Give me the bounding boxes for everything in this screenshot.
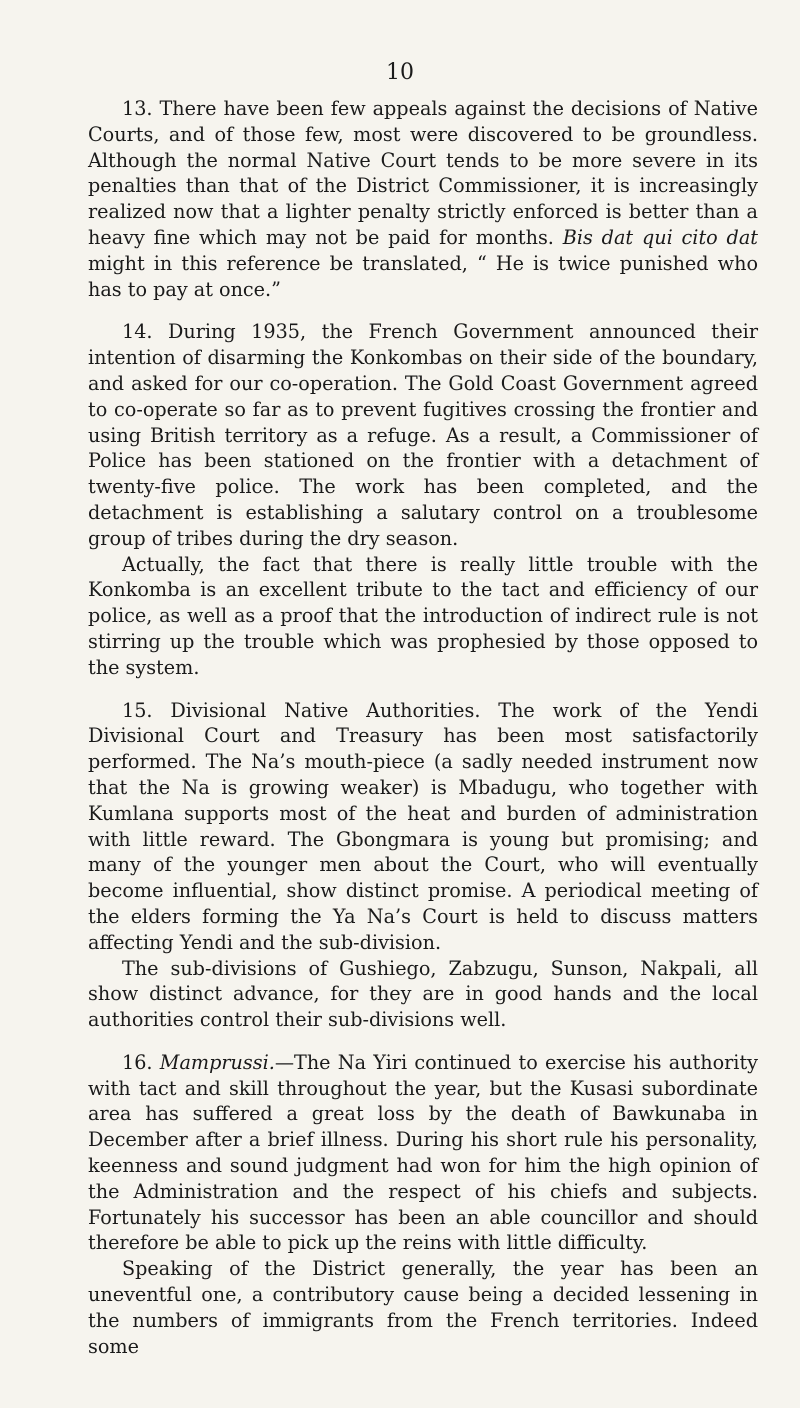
- paragraph-text: Divisional Native Authorities. The work of the Yendi Divisional Court and Treasury has been most satisfactorily performed. The Na’s mouth-piece (a sadly needed instrument now that the Na is growing weaker) is Mbadugu, who together with Kumlana supports most of the heat and burden of administration with little reward. The Gbongmara is young but promising; and many of the younger men about the Court, who will eventually become influential, show distinct promise. A periodical meeting of the elders forming the Ya Na’s Court is held to discuss matters affecting Yendi and the sub-division.: [88, 698, 758, 954]
- latin-phrase: Bis dat qui cito dat: [562, 225, 758, 249]
- paragraph-text-continued: might in this reference be translated, “ He is twice punished who has to pay at once.”: [88, 251, 758, 301]
- paragraph-16-continued: [88, 1256, 758, 1359]
- paragraph-13: [88, 96, 758, 302]
- paragraph-16: [88, 1050, 758, 1256]
- paragraph-text: The sub-divisions of Gushiego, Zabzugu, Sunson, Nakpali, all show distinct advance, for they are in good hands and the local authorities control their sub-divisions well.: [88, 956, 758, 1032]
- paragraph-number: 14.: [122, 320, 153, 344]
- paragraph-text: Speaking of the District generally, the year has been an uneventful one, a contributory cause being a decided lessening in the numbers of immigrants from the French territories. Indeed some: [88, 1257, 758, 1358]
- paragraph-text: During 1935, the French Government announced their intention of disarming the Konkombas on their side of the boundary, and asked for our co-operation. The Gold Coast Government agreed to co-operate so far as to prevent fugitives crossing the frontier and using British territory as a refuge. As a result, a Commissioner of Police has been stationed on the frontier with a detachment of twenty-five police. The work has been completed, and the detachment is establishing a salutary control on a troublesome group of tribes during the dry season.: [88, 320, 758, 550]
- paragraph-text: —The Na Yiri continued to exercise his authority with tact and skill throughout the year, but the Kusasi subordinate area has suffered a great loss by the death of Bawkunaba in December after a brief illness. During his short rule his personality, keenness and sound judgment had won for him the high opinion of the Administration and the respect of his chiefs and subjects. Fortunately his successor has been an able councillor and should therefore be able to pick up the reins with little difficulty.: [88, 1050, 758, 1255]
- paragraph-15: [88, 698, 758, 956]
- paragraph-text: There have been few appeals against the decisions of Native Courts, and of those few, most were discovered to be groundless. Although the normal Native Court tends to be more severe in its penalties than that of the District Commissioner, it is increasingly realized now that a lighter penalty strictly enforced is better than a heavy fine which may not be paid for months.: [88, 97, 758, 249]
- paragraph-number: 13.: [122, 97, 153, 120]
- paragraph-number: 16.: [122, 1050, 153, 1074]
- page-number: 10: [386, 60, 414, 85]
- section-heading: Mamprussi.: [159, 1050, 275, 1074]
- paragraph-text: Actually, the fact that there is really little trouble with the Konkomba is an excellent tribute to the tact and efficiency of our police, as well as a proof that the introduction of indirect rule is not stirring up the trouble which was prophesied by those opposed to the system.: [88, 552, 758, 679]
- paragraph-number: 15.: [122, 698, 153, 722]
- paragraph-14-continued: [88, 552, 758, 681]
- paragraph-15-continued: [88, 956, 758, 1033]
- paragraph-14: [88, 319, 758, 551]
- document-body: [88, 96, 758, 1376]
